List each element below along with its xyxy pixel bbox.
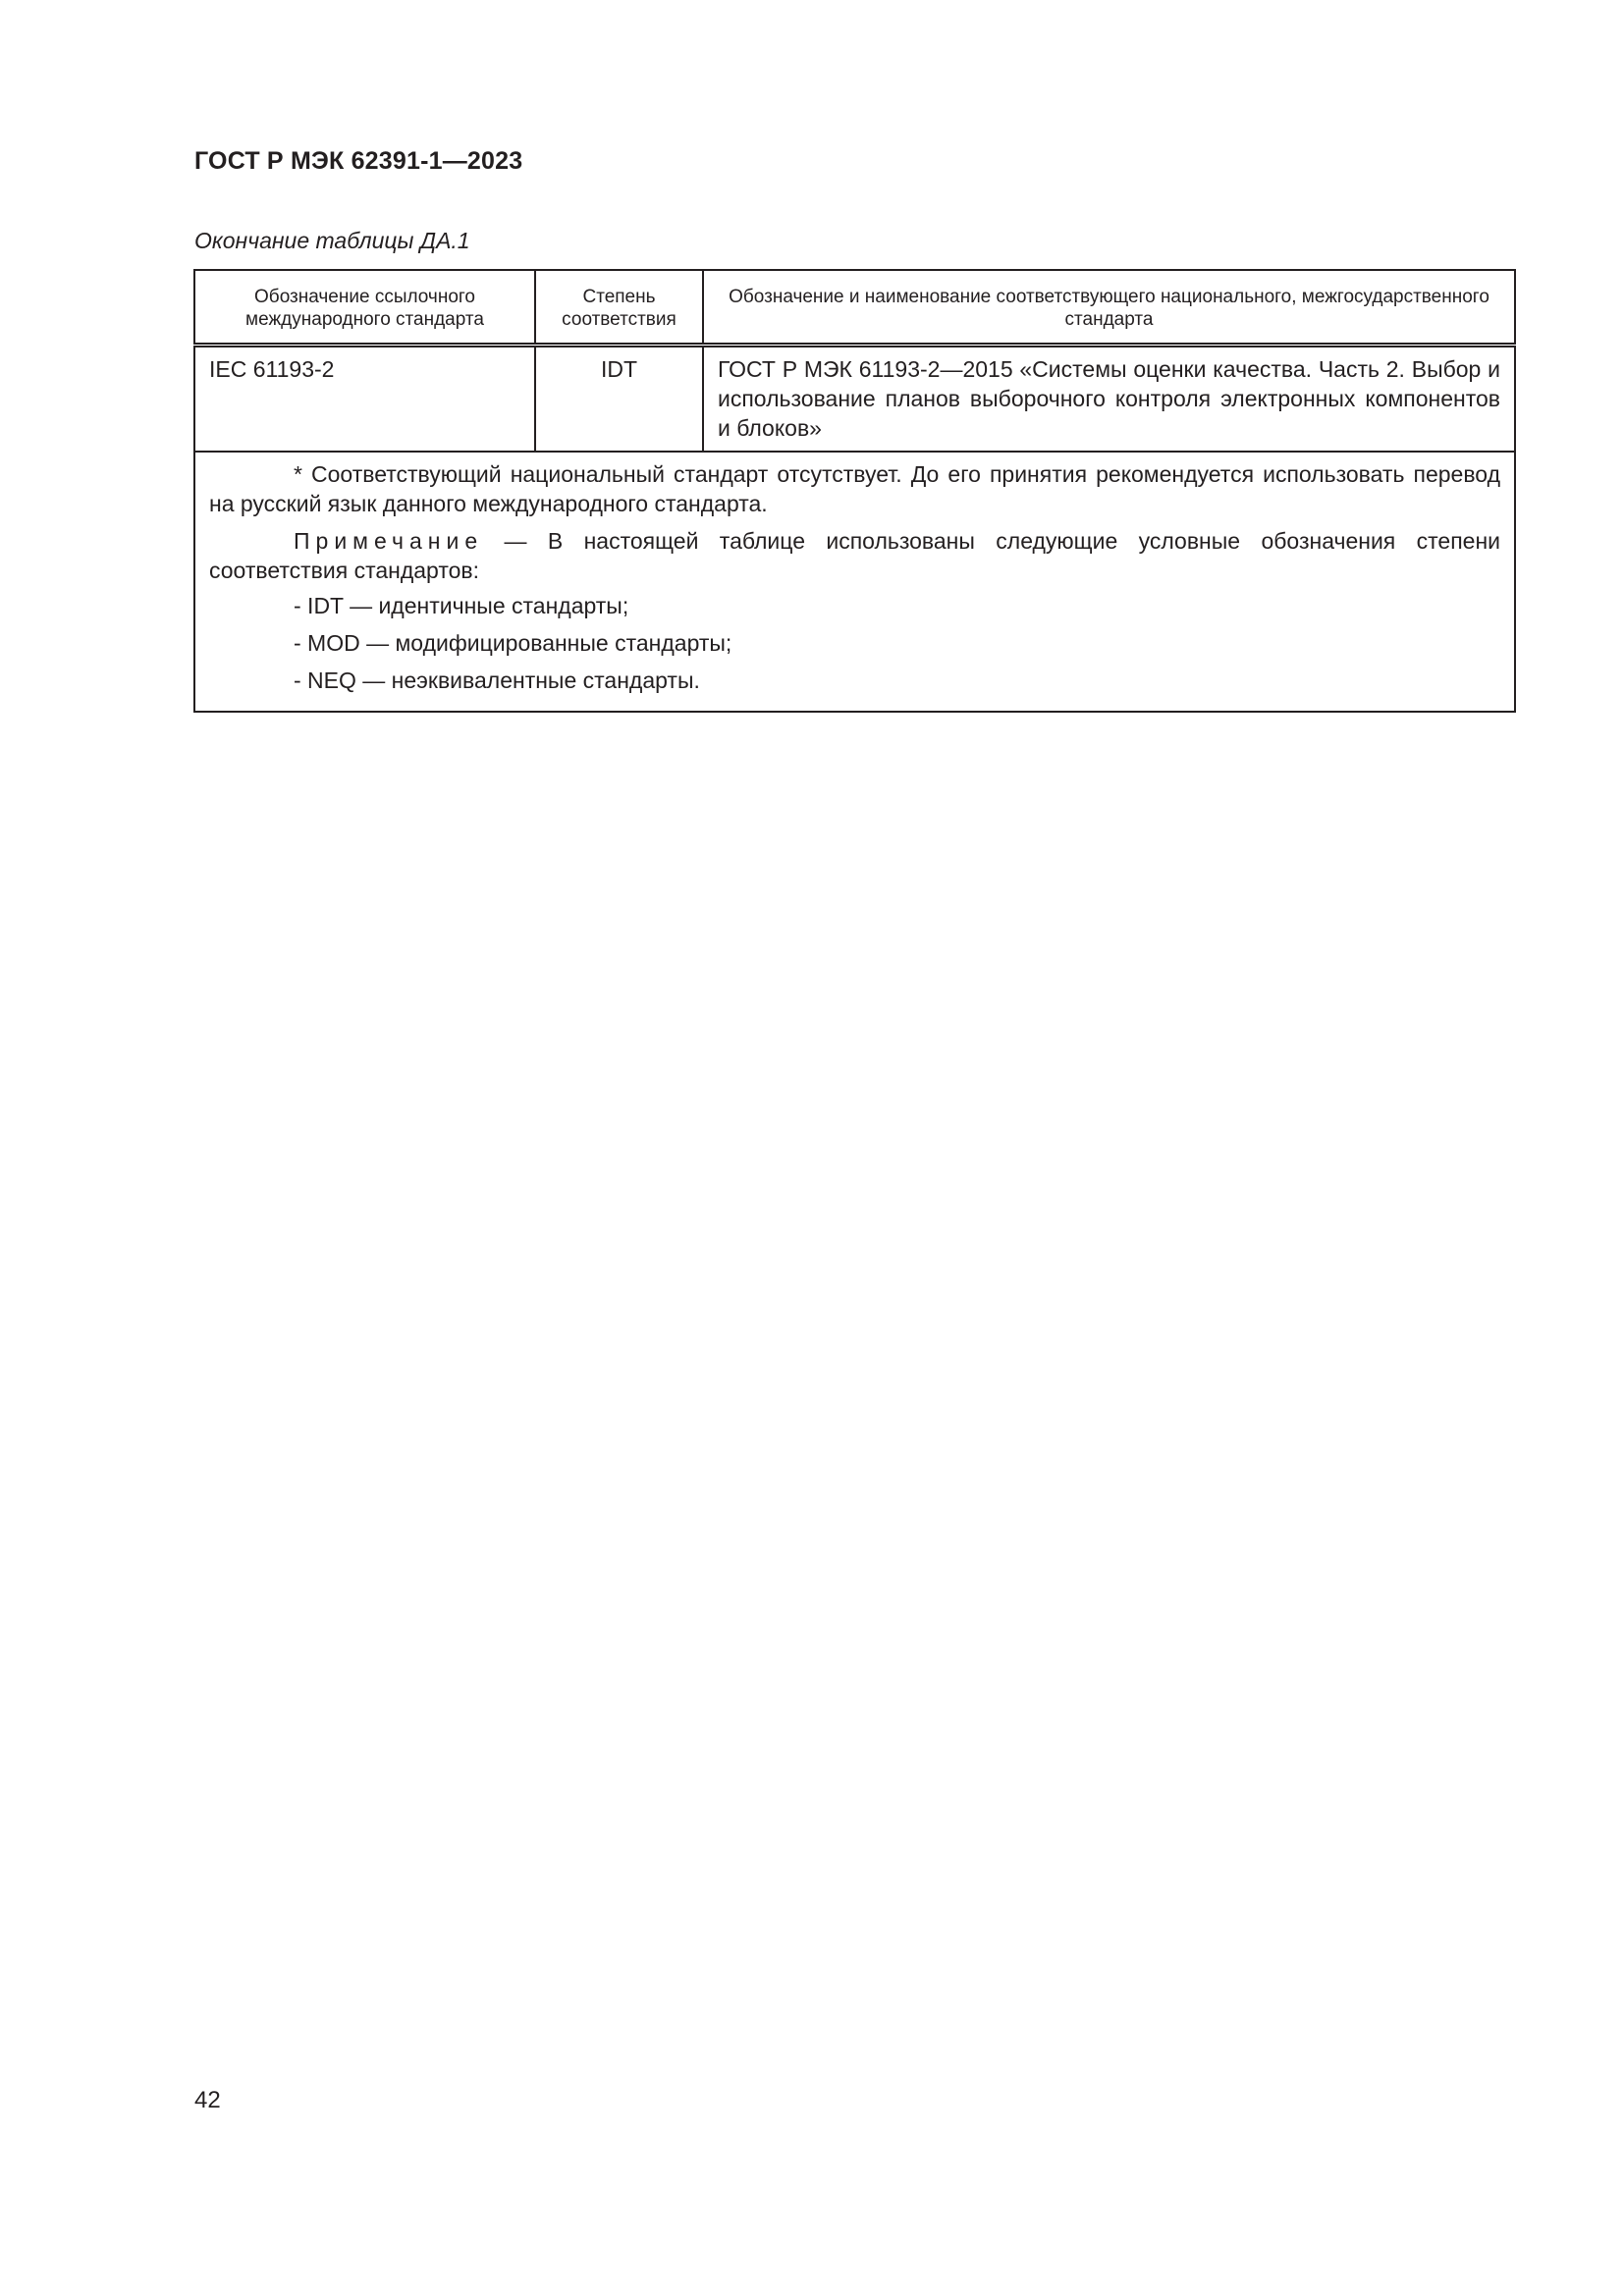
note-text: — В настоящей таблице использованы следующие условные обозначения степени соответствия стандартов: (209, 528, 1500, 583)
table-caption: Окончание таблицы ДА.1 (194, 228, 470, 253)
cell-degree-of-conformity: IDT (535, 346, 703, 453)
conformity-table (193, 269, 1516, 713)
conformity-table-container (193, 269, 1516, 713)
column-header-national-standard: Обозначение и наименование соответствующего национального, межгосударственного стандарта (703, 270, 1515, 346)
table-row (194, 346, 1515, 453)
footnote-cell (194, 452, 1515, 712)
list-item: - IDT — идентичные стандарты; (294, 593, 629, 618)
legend-list (209, 591, 1500, 695)
table-footnote-row (194, 452, 1515, 712)
table-header-row (194, 270, 1515, 346)
footnote-text: * Соответствующий национальный стандарт отсутствует. До его принятия рекомендуется использовать перевод на русский язык данного международного стандарта. (209, 461, 1500, 516)
list-item: - NEQ — неэквивалентные стандарты. (294, 667, 700, 693)
column-header-degree: Степень соответствия (535, 270, 703, 346)
note-label: Примечание (294, 528, 484, 554)
page-number: 42 (194, 2087, 221, 2113)
column-header-international-standard: Обозначение ссылочного международного стандарта (194, 270, 535, 346)
cell-national-standard: ГОСТ Р МЭК 61193-2—2015 «Системы оценки качества. Часть 2. Выбор и использование планов выборочного контроля электронных компонентов и блоков» (703, 346, 1515, 453)
document-header: ГОСТ Р МЭК 62391-1—2023 (194, 147, 523, 175)
note-paragraph (209, 526, 1500, 585)
cell-international-designation: IEC 61193-2 (194, 346, 535, 453)
list-item: - MOD — модифицированные стандарты; (294, 630, 732, 656)
